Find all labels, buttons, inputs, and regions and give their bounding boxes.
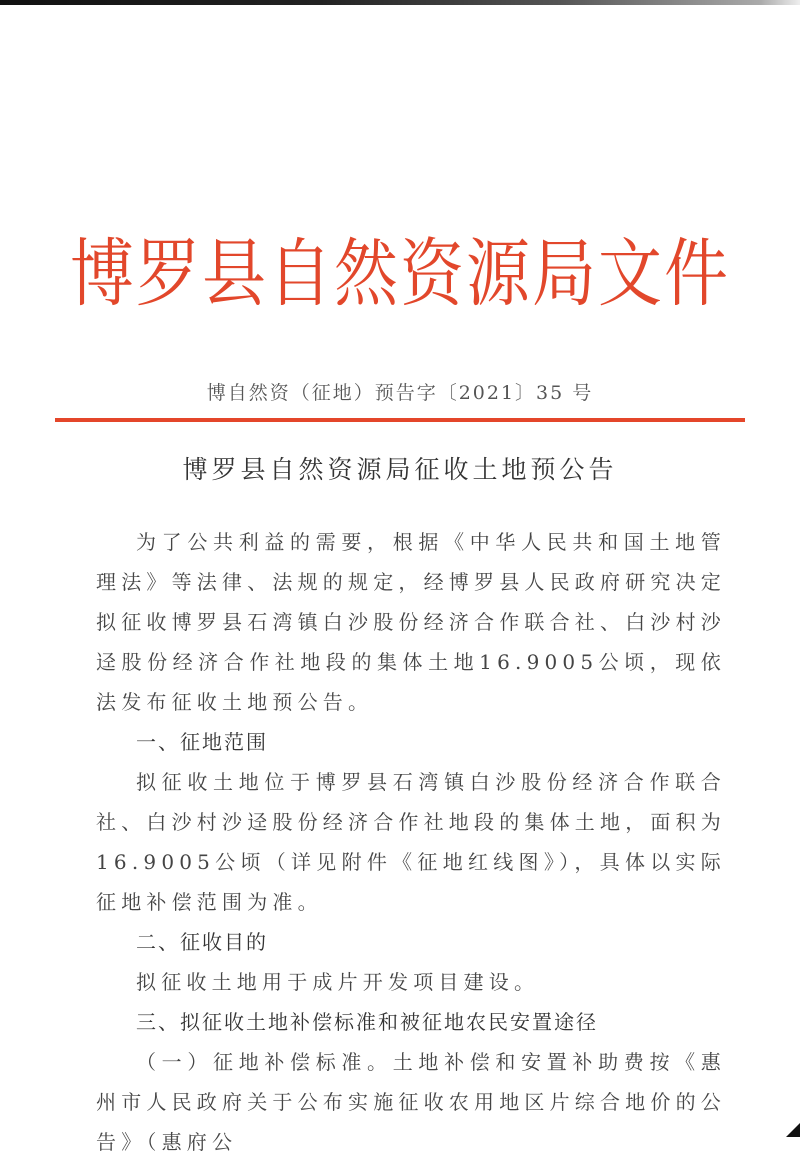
section-heading-purpose: 二、征收目的 xyxy=(136,930,268,954)
section-heading-scope: 一、征地范围 xyxy=(136,730,268,754)
intro-paragraph: 为了公共利益的需要，根据《中华人民共和国土地管理法》等法律、法规的规定，经博罗县人民政府研究决定拟征收博罗县石湾镇白沙股份经济合作联合社、白沙村沙迳股份经济合作社地段的集体土地16.9005公顷，现依法发布征收土地预公告。 xyxy=(96,530,726,714)
section-purpose-paragraph: 拟征收土地用于成片开发项目建设。 xyxy=(136,970,540,994)
section-compensation-paragraph: （一）征地补偿标准。土地补偿和安置补助费按《惠州市人民政府关于公布实施征收农用地区片综合地价的公告》（惠府公 xyxy=(96,1050,726,1154)
red-divider-line xyxy=(55,418,745,422)
scan-edge xyxy=(0,0,800,5)
document-body xyxy=(96,522,726,1162)
document-number: 博自然资（征地）预告字〔2021〕35 号 xyxy=(206,382,594,404)
scan-corner-shadow xyxy=(786,1123,800,1137)
section-scope-paragraph: 拟征收土地位于博罗县石湾镇白沙股份经济合作联合社、白沙村沙迳股份经济合作社地段的集体土地，面积为16.9005公顷（详见附件《征地红线图》），具体以实际征地补偿范围为准。 xyxy=(96,770,726,914)
notice-title: 博罗县自然资源局征收土地预公告 xyxy=(182,455,618,484)
document-header-title: 博罗县自然资源局文件 xyxy=(70,232,730,318)
section-heading-compensation: 三、拟征收土地补偿标准和被征地农民安置途径 xyxy=(136,1010,598,1034)
